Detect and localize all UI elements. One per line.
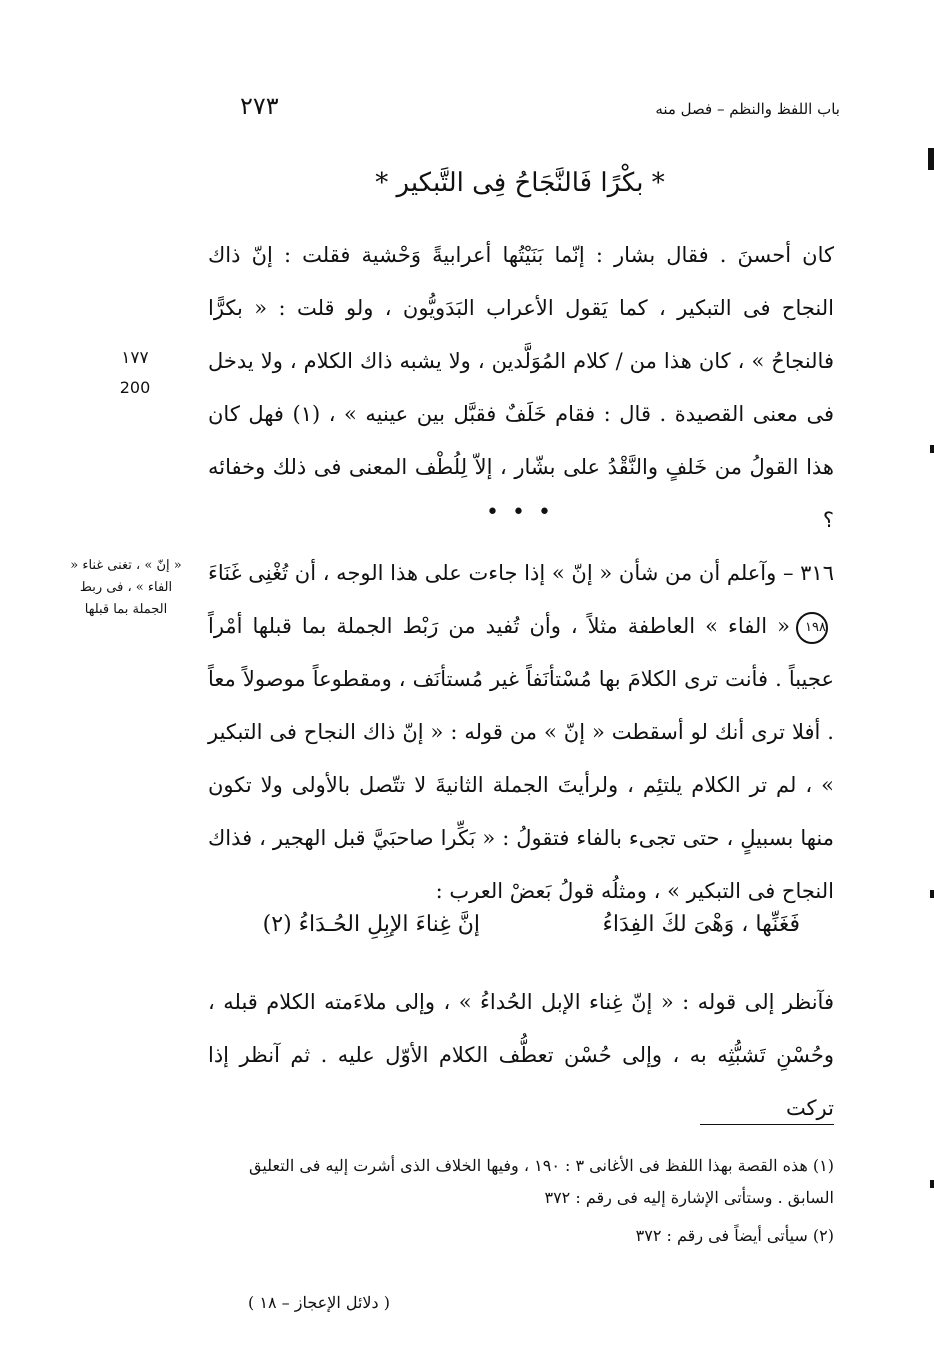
section-break: • • • xyxy=(486,500,554,525)
margin-page-number-latin: 200 xyxy=(119,378,151,397)
margin-side-note: « إنّ » ، تغنى غناء « الفاء » ، فى ربط الجملة بما قبلها xyxy=(70,558,182,617)
footer-signature: ( دلائل الإعجاز – ١٨ ) xyxy=(248,1293,390,1312)
verse-first-hemistich: فَغَنِّها ، وَهْىَ لكَ الفِدَاءُ xyxy=(602,912,800,937)
verse-second-hemistich: إنَّ غِناءَ الإبِلِ الحُـدَاءُ (٢) xyxy=(262,912,480,937)
paragraph-2-rest: « الفاء » العاطفة مثلاً ، وأن تُفيد من رَبْط الجملة بما قبلها أمْراً عجيباً . فأنت ترى الكلامَ بها مُسْتأنَفاً غير مُستأنَف ، ومقطوعاً موصولاً معاً . أفلا ترى أنك لو أسقطت « إنّ » من قوله : « إنّ ذاك النجاح فى التبكير » ، لم تر الكلام يلتئِم ، ولرأيتَ الجملة الثانيةَ لا تتّصل بالأولى ولا تكون منها بسبيلٍ ، حتى تجىء بالفاء فتقولُ : « بَكِّرا صاحبَيَّ قبل الهجير ، فذاك النجاح فى التبكير » ، ومثلُه قولُ بَعضْ العرب : xyxy=(208,614,834,903)
page-edge-mark xyxy=(930,890,934,898)
running-head: باب اللفظ والنظم – فصل منه xyxy=(655,100,840,118)
footnote-2: (٢) سيأتى أيضاً فى رقم : ٣٧٢ xyxy=(635,1226,834,1245)
page-edge-mark xyxy=(930,445,934,453)
page-edge-mark xyxy=(930,1180,934,1188)
page-number: ٢٧٣ xyxy=(240,92,279,120)
margin-page-number: ١٧٧ xyxy=(121,348,149,368)
footnote-1: (١) هذه القصة بهذا اللفظ فى الأغانى ٣ : ١٩٠ ، وفيها الخلاف الذى أشرت إليه فى التعليق السابق . وستأتى الإشارة إليه فى رقم : ٣٧٢ xyxy=(249,1156,834,1207)
section-heading: * بكْرًا فَالنَّجَاحُ فِى التَّبكير * xyxy=(375,168,665,198)
paragraph-3: فآنظر إلى قوله : « إنّ غِناء الإبل الحُداءُ » ، وإلى ملاءَمته الكلام قبله ، وحُسْنِ تَشبُّثِه به ، وإلى حُسْن تعطُّف الكلام الأوّل عليه . ثم آنظر إذا تركت xyxy=(208,990,834,1120)
paragraph-2 xyxy=(208,547,834,918)
circled-number-badge: ١٩٨ xyxy=(796,612,828,644)
footnote-rule xyxy=(700,1124,834,1125)
page-edge-mark xyxy=(928,148,934,170)
paragraph-1: كان أحسنَ . فقال بشار : إنّما بَنَيْتُها أعرابيةً وَحْشية فقلت : إنّ ذاك النجاح فى التبكير ، كما يَقول الأعراب البَدَويُّون ، ولو قلت : « بكرًّا فالنجاحُ » ، كان هذا من / كلام المُوَلَّدين ، ولا يشبه ذاك الكلام ، ولا يدخل فى معنى القصيدة . قال : فقام خَلَفٌ فقبَّل بين عينيه » ، (١) فهل كان هذا القولُ من خَلفٍ والنَّقْدُ على بشّار ، إلاّ لِلُطْف المعنى فى ذلك وخفائه ؟ xyxy=(208,243,834,532)
paragraph-2-start: ٣١٦ – وآعلم أن من شأن « إنّ » إذا جاءت على هذا الوجه ، أن تُغْنِى غَنَاءَ xyxy=(208,561,834,585)
